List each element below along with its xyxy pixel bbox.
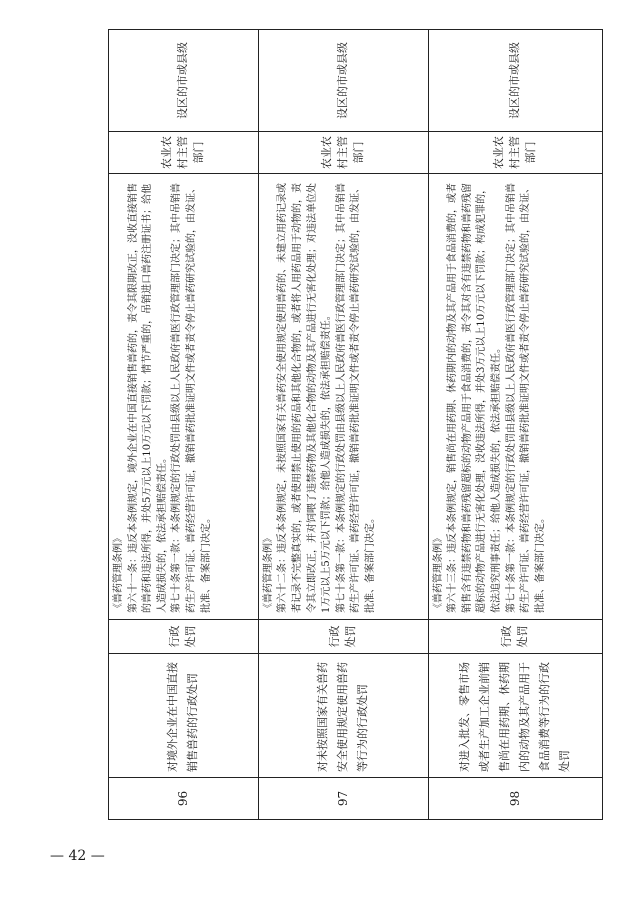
legal-basis — [109, 174, 259, 620]
table-row — [109, 30, 259, 820]
administrative-level: 设区的市或县级 — [428, 30, 602, 132]
penalty-items-table — [108, 29, 603, 820]
basis-clause: 第六十二条：违反本条例规定，未按照国家有关兽药安全使用规定使用兽药的、未建立用药记录或者记录不完整真实的，或者使用禁止使用的药品和其他化合物的，或者将人用药品用于动物的，责令其立即改正，并对饲喂了违禁药物及其他化合物的动物及其产品进行无害化处理；对违法单位处1万元以上5万元以下罚款；给他人造成损失的，依法承担赔偿责任。 — [277, 183, 333, 613]
item-name: 对境外企业在中国直接销售兽药的行政处罚 — [109, 654, 259, 778]
administrative-level: 设区的市或县级 — [109, 30, 259, 132]
item-name: 对进入批发、零售市场或者生产加工企业前销售尚在用药期、休药期内的动物及其产品用于食品消费等行为的行政处罚 — [428, 654, 602, 778]
basis-title: 《兽药管理条例》 — [432, 533, 444, 613]
basis-title: 《兽药管理条例》 — [262, 533, 274, 613]
item-type: 行政处罚 — [258, 620, 428, 654]
page-number: — 42 — — [50, 848, 105, 864]
row-number: 97 — [258, 778, 428, 820]
responsible-department: 农业农村主管部门 — [258, 132, 428, 174]
basis-clause: 第六十一条：违反本条例规定，境外企业在中国直接销售兽药的，责令其限期改正，没收直接销售的兽药和违法所得，并处5万元以上10万元以下罚款；情节严重的，吊销进口兽药注册证书；给他人造成损失的，依法承担赔偿责任。 — [127, 183, 168, 613]
basis-clause: 第七十条第一款：本条例规定的行政处罚由县级以上人民政府兽医行政管理部门决定；其中吊销兽药生产许可证、兽药经营许可证，撤销兽药批准证明文件或者责令停止兽药研究试验的，由发证、批准、备案部门决定。 — [335, 183, 376, 613]
basis-title: 《兽药管理条例》 — [113, 533, 124, 613]
item-type: 行政处罚 — [109, 620, 259, 654]
administrative-level: 设区的市或县级 — [258, 30, 428, 132]
responsible-department: 农业农村主管部门 — [428, 132, 602, 174]
legal-basis — [258, 174, 428, 620]
table-row — [258, 30, 428, 820]
rotated-table-frame — [108, 30, 603, 820]
item-type: 行政处罚 — [428, 620, 602, 654]
legal-basis — [428, 174, 602, 620]
table-row — [428, 30, 602, 820]
basis-clause: 第七十条第一款：本条例规定的行政处罚由县级以上人民政府兽医行政管理部门决定；其中吊销兽药生产许可证、兽药经营许可证，撤销兽药批准证明文件或者责令停止兽药研究试验的，由发证、批准、备案部门决定。 — [505, 183, 546, 613]
basis-clause: 第六十三条：违反本条例规定，销售尚在用药期、休药期内的动物及其产品用于食品消费的，或者销售含有违禁药物和兽药残留超标的动物产品用于食品消费的，责令其对含有违禁药物和兽药残留超标的动物产品进行无害化处理，没收违法所得，并处3万元以上10万元以下罚款；构成犯罪的，依法追究刑事责任；给他人造成损失的，依法承担赔偿责任。 — [447, 183, 503, 613]
row-number: 96 — [109, 778, 259, 820]
row-number: 98 — [428, 778, 602, 820]
basis-clause: 第七十条第一款：本条例规定的行政处罚由县级以上人民政府兽医行政管理部门决定；其中吊销兽药生产许可证、兽药经营许可证，撤销兽药批准证明文件或者责令停止兽药研究试验的，由发证、批准、备案部门决定。 — [171, 183, 212, 613]
item-name: 对未按照国家有关兽药安全使用规定使用兽药等行为的行政处罚 — [258, 654, 428, 778]
responsible-department: 农业农村主管部门 — [109, 132, 259, 174]
